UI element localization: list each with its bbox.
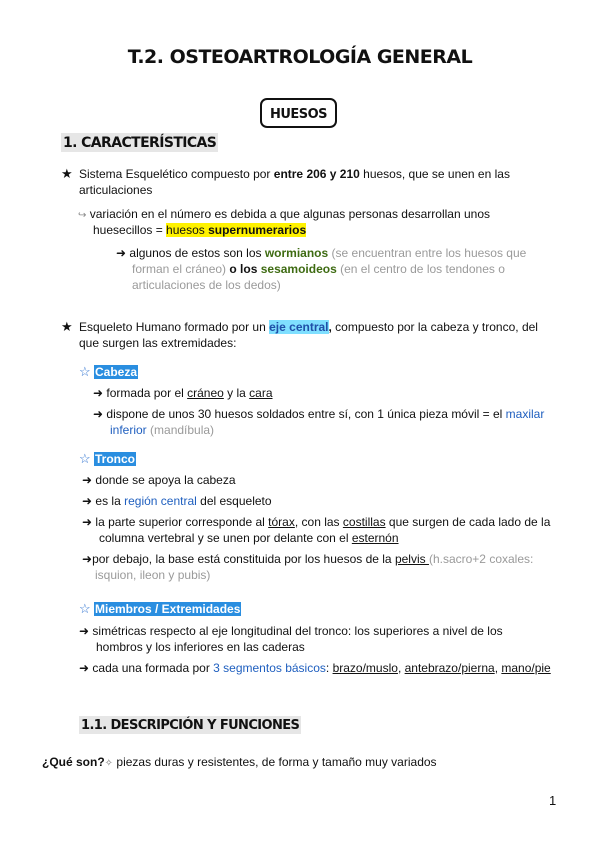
open-star-icon: ☆ <box>79 451 91 466</box>
arrow-icon: ➜ <box>79 624 90 638</box>
arrow-icon: ➜ <box>93 386 104 400</box>
star-icon: ★ <box>61 319 73 334</box>
note-variacion-line2: huesecillos = huesos supernumerarios <box>93 223 307 237</box>
note-wormianos-line3: articulaciones de los dedos) <box>132 278 281 292</box>
bullet-esqueleto-humano: ★ Esqueleto Humano formado por un eje central, compuesto por la cabeza y tronco, del <box>61 319 538 334</box>
subheading-miembros: ☆ Miembros / Extremidades <box>79 601 241 616</box>
arrow-icon: ➜ <box>116 246 127 260</box>
open-star-icon: ☆ <box>79 364 91 379</box>
note-wormianos: ➜ algunos de estos son los wormianos (se encuentran entre los huesos que <box>116 246 527 260</box>
note-variacion: ↪ variación en el número es debida a que algunas personas desarrollan unos <box>78 207 490 221</box>
tronco-item-pelvis-line2: isquion, ileon y pubis) <box>95 568 211 582</box>
bullet-sistema-esqueletico: ★ Sistema Esquelético compuesto por entre 206 y 210 huesos, que se unen en las <box>61 166 510 181</box>
cabeza-item-huesos: ➜ dispone de unos 30 huesos soldados entre sí, con 1 única pieza móvil = el maxilar <box>93 407 545 421</box>
question-que-son: ¿Qué son?✧ piezas duras y resistentes, de forma y tamaño muy variados <box>42 755 437 769</box>
page-title: T.2. OSTEOARTROLOGÍA GENERAL <box>127 46 473 68</box>
tronco-item-pelvis: ➜por debajo, la base está constituida por los huesos de la pelvis (h.sacro+2 coxales: <box>82 552 534 566</box>
page-number: 1 <box>549 793 557 808</box>
miembros-item-segmentos: ➜ cada una formada por 3 segmentos básicos: brazo/muslo, antebrazo/pierna, mano/pie <box>79 661 551 675</box>
subheading-cabeza: ☆ Cabeza <box>79 364 138 379</box>
bullet-sistema-esqueletico-line2: articulaciones <box>79 183 153 197</box>
diamond-icon: ✧ <box>104 758 114 769</box>
arrow-icon: ➜ <box>79 661 90 675</box>
section-heading-descripcion: 1.1. DESCRIPCIÓN Y FUNCIONES <box>81 718 300 733</box>
arrow-icon: ➜ <box>93 407 104 421</box>
note-wormianos-line2: forman el cráneo) o los sesamoideos (en el centro de los tendones o <box>132 262 505 276</box>
hook-arrow-icon: ↪ <box>78 210 87 221</box>
tronco-item-torax-line2: columna vertebral y se unen por delante con el esternón <box>99 531 399 545</box>
tronco-item-torax: ➜ la parte superior corresponde al tórax, con las costillas que surgen de cada lado de la <box>82 515 551 529</box>
cabeza-item-huesos-line2: inferior (mandíbula) <box>110 423 215 437</box>
star-icon: ★ <box>61 166 73 181</box>
open-star-icon: ☆ <box>79 601 91 616</box>
arrow-icon: ➜ <box>82 515 93 529</box>
arrow-icon: ➜ <box>82 494 93 508</box>
arrow-icon: ➜ <box>82 473 93 487</box>
arrow-icon: ➜ <box>82 552 93 566</box>
miembros-item-simetricas-line2: hombros y los inferiores en las caderas <box>96 640 305 654</box>
bullet-esqueleto-humano-line2: que surgen las extremidades: <box>79 336 237 350</box>
tronco-item-region: ➜ es la región central del esqueleto <box>82 494 272 508</box>
tronco-item-cabeza: ➜ donde se apoya la cabeza <box>82 473 236 487</box>
boxed-heading-huesos: HUESOS <box>260 98 337 128</box>
miembros-item-simetricas: ➜ simétricas respecto al eje longitudinal del tronco: los superiores a nivel de los <box>79 624 503 638</box>
section-heading-caracteristicas: 1. CARACTERÍSTICAS <box>63 135 217 151</box>
subheading-tronco: ☆ Tronco <box>79 451 136 466</box>
cabeza-item-craneo: ➜ formada por el cráneo y la cara <box>93 386 273 400</box>
